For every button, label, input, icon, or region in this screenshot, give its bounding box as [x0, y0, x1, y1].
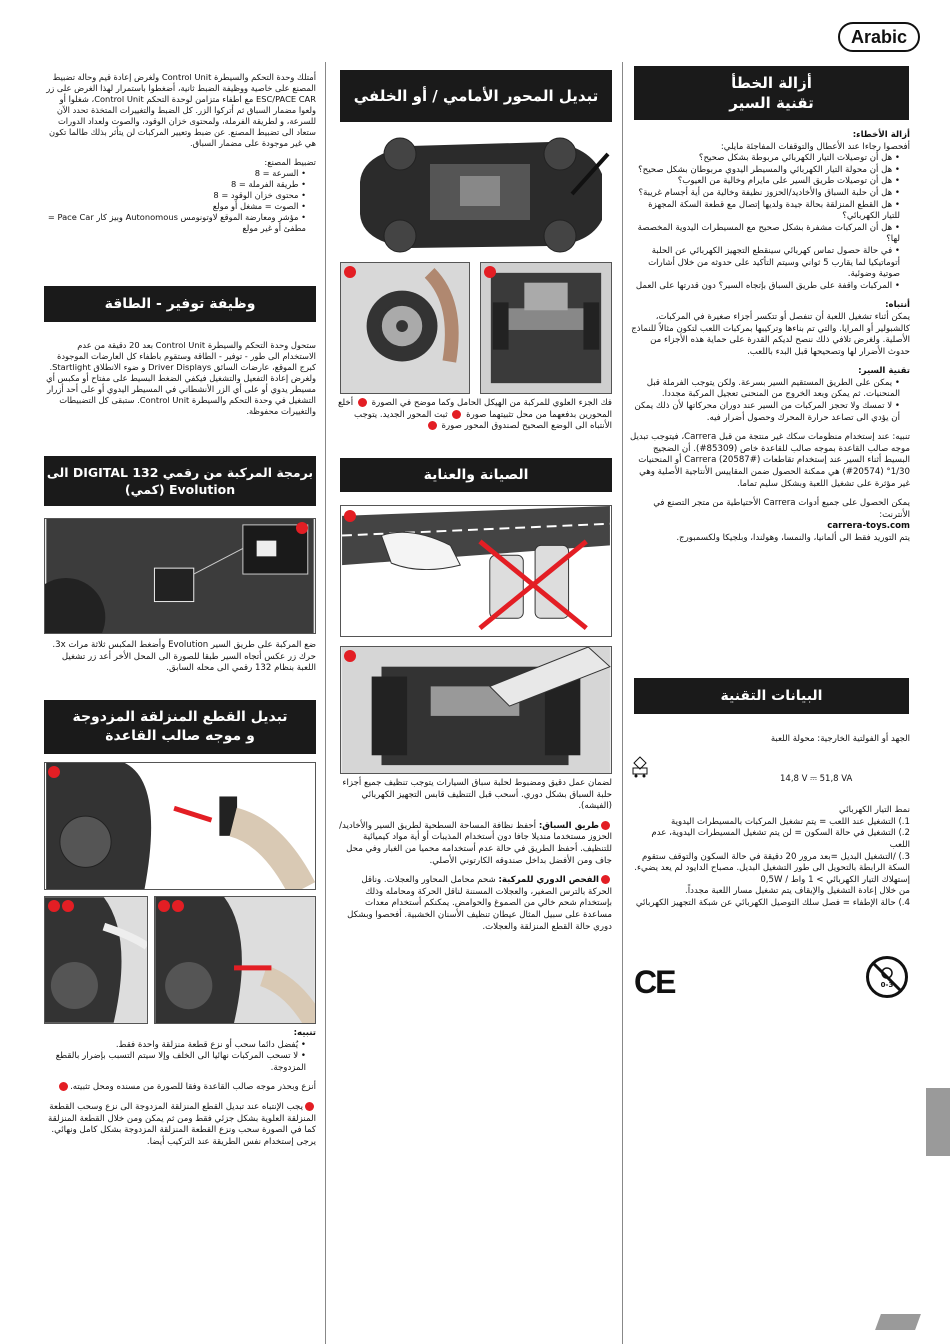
mode-item: إستهلاك التيار الكهربائي > 1 واط / 0,5W [760, 874, 910, 885]
car-underside-image [340, 124, 612, 260]
greasing-image [340, 646, 612, 774]
programming-title-bar [44, 456, 316, 506]
troubleshooting-title-bar [634, 66, 909, 120]
track-heading: طريق السباق: [538, 820, 599, 831]
list-item: • السرعة = 8 [44, 168, 306, 179]
faults-heading: أزالة الأخطاء: [852, 130, 910, 140]
step-marker-inline [305, 1102, 314, 1111]
step-marker [48, 766, 60, 778]
axle-instructions [338, 398, 612, 433]
list-item: • لا تسحب المركبات نهائيا الى الخلف وإلا سيتم التسبب بإضرار بالقطع المزدوجة. [44, 1051, 306, 1074]
age-warning-label: 0-3 [880, 981, 894, 989]
mode-item: من خلال إعادة التشغيل والإيقاف يتم تشغيل مسار اللعبة مجدداً. [685, 886, 910, 897]
power-save-title: وظيفة توفير - الطاقة [104, 296, 256, 312]
list-item: • هل أن حلبة السباق والأخاديد/الحزوز نظيفة وخالية من أية أجسام غريبة؟ [630, 188, 900, 200]
caution-text: يمكن أثناء تشغيل اللعبة أن تنفصل أو تتكسر أجزاء صغيرة في المركبات، كالشبولير أو المرايا. والتي تم بناءها وتركيبها بمركبات اللعب لتكون مثالاً للنماذج الأصلية. ولغرض تلافي ذلك ننصح لديكم القدرة على حماية هذه الأجزاء من حدوث الأضرار لها وتصحيحها قبل البدء باللعب. [631, 311, 910, 357]
technique-list [630, 378, 910, 424]
axle-title: تبديل المحور الأمامي / أو الخلفي [353, 87, 599, 105]
list-item: • يمكن على الطريق المستقيم السير بسرعة. ولكن يتوجب الفرملة قبل المنحنيات. ثم يمكن وبعد الخروج من المنحنى تعجيل المركبة مجددا. [630, 378, 900, 401]
step-marker-inline [601, 821, 610, 830]
list-item: • هل أن توصيلات التيار الكهربائي مربوطة بشكل صحيح؟ [630, 153, 900, 165]
step-marker-inline [428, 421, 437, 430]
care-intro: لضمان عمل دقيق ومضبوط لحلبة سباق السيارات يتوجب تنظيف جميع أجزاء حلبة السباق بشكل دوري. أسحب قبل التنظيف قابس التجهيز الكهربائي (الفيشه). [342, 778, 612, 812]
programming-image [44, 518, 316, 634]
contact-step2-image [154, 896, 316, 1024]
programming-text [44, 640, 316, 683]
warning-text: تنبيه: عند إستخدام منظومات سكك غير منتجة من قبل Carrera، فيتوجب تبديل موجه صالب القاعدة بموجه صالب للقاعدة خاص (85309#). أن الضجيج البسيط أثناء السير عند إستخدام تقاطعات Carrera (20587#) أو المنحنيات 1/30° (20574#) هي ممكنة الحصول ضمن المقاييس الأنتاجية الأصلية وهي غير مؤثرة على تشغيل اللعبة وبشكل سليم تماما. [630, 432, 910, 489]
factory-heading: تضبيط المصنع: [264, 157, 316, 167]
list-item: • محتوى خزان الوقود = 8 [44, 190, 306, 201]
list-item: • طريقة الفرملة = 8 [44, 179, 306, 190]
list-item: • هل القطع المنزلقة بحالة جيدة ولديها إتصال مع قطعة السكة المجهزة للتيار الكهربائي؟ [630, 200, 900, 223]
voltage-heading: الجهد أو الفولتية الخارجية: محولة اللعبة [770, 734, 910, 744]
column-divider [325, 62, 326, 1344]
step-marker-inline [358, 398, 367, 407]
step-marker [158, 900, 170, 912]
step-marker [62, 900, 74, 912]
reset-section [44, 72, 316, 242]
contact-step1-image [44, 896, 148, 1024]
list-item: • يُفضل دائما سحب أو نزع قطعة منزلقة واحدة فقط. [44, 1040, 306, 1052]
language-badge [838, 22, 920, 52]
check-heading: الفحص الدوري للمركبة: [498, 875, 599, 886]
list-item: • المركبات واقفة على طريق السباق بإتجاه السير؟ دون قدرتها على العمل [630, 281, 900, 293]
tech-data-title-bar [634, 678, 909, 714]
power-save-title-bar [44, 286, 316, 322]
step-marker-inline [452, 410, 461, 419]
page-corner-mark [875, 1314, 921, 1330]
guide-keel-title-bar [44, 700, 316, 754]
check-text: شحم محامل المحاور والعجلات. وناقل الحركة بالترس الصغير، والعجلات المسننة لناقل الحركة ومحامله وذلك بإستخدام شحم خالي من الصموغ والحوامض. يمكنكم أستخدام معدات مساعدة على سبيل المثال عيطان تنظيف الأسنان الخشبية. أفحصوا وبشكل دوري حالة القطع المنزلقة والعجلات. [347, 875, 612, 932]
troubleshooting-title: أزالة الخطأ [731, 74, 812, 92]
care-text [338, 778, 612, 941]
list-item: • هل أن محولة التيار الكهربائي والمسيطر اليدوي مربوطان بشكل صحيح؟ [630, 165, 900, 177]
programming-instructions: ضع المركبة على طريق السير Evolution وأضغط المكبس ثلاثة مرات 3x. حرك زر عكس أتجاه السير طبقا للصورة الى المحل الأخر أعد زر تشغيل اللعبة بنظام 132 رقمي الى محله السابق. [52, 640, 316, 674]
delivery-text: يتم التوريد فقط الى ألمانيا، والنمسا، وهولندا، وبلجيكا ولكسمبورج. [676, 533, 910, 543]
list-item: • هل أن توصيلات طريق السير على مايرام وخالية من العيوب؟ [630, 176, 900, 188]
guide-keel-title-line1: تبديل القطع المنزلقة المزدوجة [72, 709, 288, 725]
care-title: الصيانة والعناية [423, 467, 529, 483]
mode-item: 1.) التشغيل عند اللعب = يتم تشغيل المركبات بالمسيطرات اليدوية [670, 816, 910, 827]
modes-heading: نمط التيار الكهربائي [839, 805, 910, 816]
factory-list [44, 168, 316, 234]
faults-intro: أفحصوا رجاءا عند الأعطال والتوقفات المفاجئة مايلي: [720, 141, 910, 152]
mode-item: 2.) التشغيل في حالة السكون = لن يتم تشغيل المسيطرات اليدوية، عدم اللعب [651, 828, 910, 850]
power-save-text: ستحول وحدة التحكم والسيطرة Control Unit بعد 20 دقيقة من عدم الاستخدام الى طور - توفير - الطاقة وستقوم باطفاء كل العارضات الموجودة كبرج الموقع، عارضات السائق Driver Displays و ضوء الانطلاق Startlight. ولغرض إعادة التفعيل والتشغيل فيكفي الضغط البسيط على مفتاح أو مكبس أي مسيطر يدوي أو على أي الزر الأنشطاني في المسيطر اليدوي أو على أحد أزرار التشغيل في وحدة التحكم والسيطرة Control Unit. ستبقى كل التضبيطات والتغييرات محفوظة. [46, 340, 316, 416]
power-save-section [44, 340, 316, 425]
transformer-icon [632, 756, 648, 778]
step-marker [344, 510, 356, 522]
guide-keel-title-line2: و موجه صالب القاعدة [105, 728, 255, 744]
axle-step-c: ثبت المحور الجديد. يتوجب الأنتباه الى الوضع الصحيح لصندوق المحور صورة [354, 409, 612, 432]
list-item: • الصوت = مشغل أو مولع [44, 201, 306, 212]
ce-mark: CE [634, 964, 675, 1000]
page-edge-tab [926, 1088, 950, 1156]
contact-replace-text: يجب الإنتباه عند تبديل القطع المنزلقة المزدوجة الى نزع وسحب القطعة المنزلقة العلوية بشكل جزئي فقط ومن ثم يمكن ومن خلال القطعة المنزلقة كما في الصورة سحب ونزع القطعة المنزلقة المزدوجة بشكل كامل ونهائي. يرجى إستخدام نفس الطريقة عند التركيب أيضا. [48, 1101, 316, 1147]
axle-step-b: أخلع المحورين بدفعهما من محل تثبيتهما صورة [337, 398, 612, 420]
language-badge-label: Arabic [850, 26, 908, 47]
tech-data-section [630, 734, 910, 910]
list-item: • لا تمسك ولا تحجز المركبات من السير عند دوران محركاتها لأن ذلك يمكن أن يؤدي الى تصاعد حرارة المحرك وحصول أضرار فيه. [630, 401, 900, 424]
step-marker [484, 266, 496, 278]
step-marker [296, 522, 308, 534]
axle-chassis-image [480, 262, 612, 394]
axle-removal-image [340, 262, 470, 394]
step-marker [48, 900, 60, 912]
step-marker [344, 266, 356, 278]
list-item: • مؤشر ومعارضة الموقع لاوتونومس Autonomous وبيز كار Pace Car = مطفئ أو غير مولع [44, 212, 306, 234]
track-cleaning-image [340, 505, 612, 637]
mode-item: 4.) حالة الإطفاء = فصل سلك التوصيل الكهربائي عن شبكة التجهيز الكهربائي [635, 897, 910, 908]
note-heading: تنبيه: [293, 1028, 316, 1038]
spare-parts-text: يمكن الحصول على جميع أدوات Carrera الأحتياطية من متجر التصنع في الأنترنت: [653, 498, 910, 520]
programming-title-line2: Evolution (كمي) [124, 482, 236, 497]
step-marker-inline [59, 1082, 68, 1091]
driving-technique-title: تقنية السير [729, 94, 814, 112]
mode-item: 3.) /التشغيل البديل =بعد مرور 20 دقيقة في حالة السكون والتوقف ستقوم السكة الرابطة بالتحويل الى طور التشغيل البديل. مصباح الدايود لم يعد يضيء. [634, 851, 910, 874]
step-marker-inline [601, 875, 610, 884]
guide-removal-text: أنزع وبحذر موجه صالب القاعدة وفقا للصورة من مسنده ومحل تثبيته. [70, 1082, 316, 1093]
list-item: • هل أن المركبات مشفرة بشكل صحيح مع المسيطرات اليدوية المخصصة لها؟ [630, 223, 900, 246]
voltage-value: 14,8 V ⎓ 51,8 VA [780, 773, 853, 784]
shop-link[interactable]: carrera-toys.com [827, 521, 910, 532]
note-list [44, 1040, 316, 1075]
column-divider [622, 62, 623, 1344]
step-marker [344, 650, 356, 662]
age-warning-icon [866, 956, 908, 998]
tech-data-title: البيانات التقنية [720, 688, 823, 704]
technique-heading: تقنية السير: [858, 366, 910, 377]
list-item: • في حالة حصول تماس كهربائي سينقطع التجهيز الكهربائي عن الحلبة أتوماتيكيا لما يقارب 5 ثواني وسيتم التأكيد على حدوثه من خلال أشارات صوتية وضوئية. [630, 246, 900, 281]
ce-mark-icon [634, 964, 674, 1001]
guide-keel-text [44, 1028, 316, 1156]
troubleshooting-section [630, 130, 910, 545]
track-text: أحفظ نظافة المساحة السطحية لطريق السير والأخاديد/الحزوز مستخدما منديلا جافا دون أستخدام المذيبات أو أية مواد كيميائية للتنظيف. أحفظ الطريق في حالة عدم أستخدامه محميا من الغبار وفي محل جاف ومن الأفضل بداخل صندوقه الكارتوني الأصلي. [339, 820, 612, 866]
axle-step-a: فك الجزء العلوي للمركبة من الهيكل الحامل وكما موضح في الصورة [371, 398, 612, 408]
caution-heading: أنتباه: [885, 300, 910, 311]
reset-text: أمتلك وحدة التحكم والسيطرة Control Unit ولغرض إعادة قيم وحالة تضبيط المصنع على خاصية ووظيفة الضبط ثانية، أضغطوا باستمرار لهذا الغرض على زر ESC/PACE CAR مع اطفاء متزامن لوحدة التحكم Control Unit، شغلوا أو ولعوا مضمار السباق ثم أتركوا الزر. كل الضبط والتغييرات المتخذة تحدد الآن للسرعة، و لطريقة الفرملة، ولمحتوى خزان الوقود، والصوت ولعداد الدورات ستعاد الى تضبيط المصنع. عن ضبط وتعيير المركبات لن يتأثر بذلك طالما تكون هي غير موجودة على مضمار السباق. [46, 72, 316, 148]
step-marker [172, 900, 184, 912]
care-title-bar [340, 458, 612, 492]
faults-list [630, 153, 910, 292]
axle-title-bar [340, 70, 612, 122]
programming-title-line1: برمجة المركبة من رقمي DIGITAL 132 الى [46, 465, 314, 480]
guide-keel-image [44, 762, 316, 890]
